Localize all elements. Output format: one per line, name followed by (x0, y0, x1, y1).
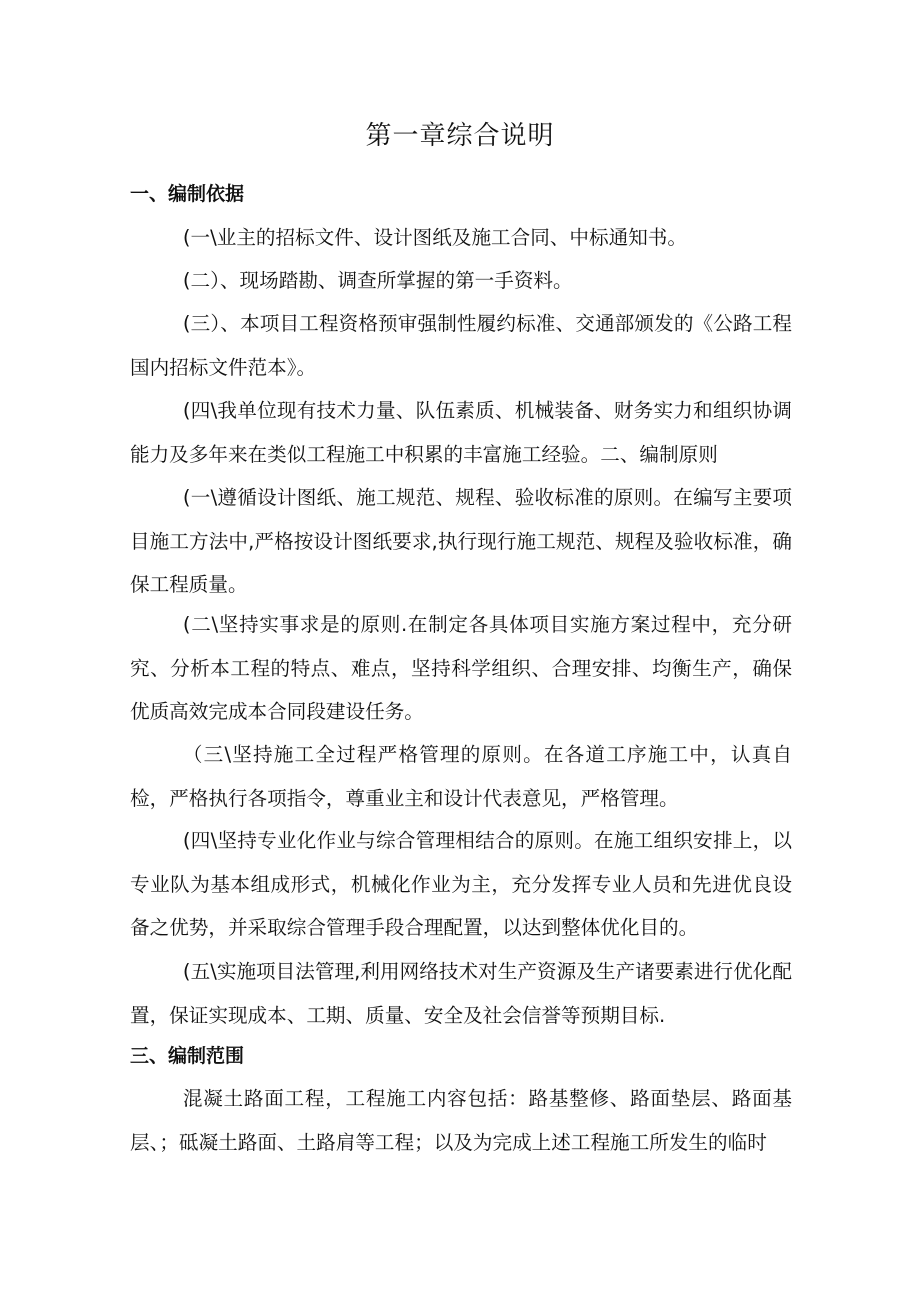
paragraph-scope-1: 混凝土路面工程，工程施工内容包括：路基整修、路面垫层、路面基层、；砥凝土路面、土路肩等工程；以及为完成上述工程施工所发生的临时 (130, 1087, 792, 1154)
paragraph-basis-4: (四\我单位现有技术力量、队伍素质、机械装备、财务实力和组织协调能力及多年来在类似工程施工中积累的丰富施工经验。二、编制原则 (130, 399, 792, 466)
paragraph-basis-3: (三）、本项目工程资格预审强制性履约标准、交通部颁发的《公路工程国内招标文件范本》。 (130, 312, 792, 379)
paragraph-principle-5: (五\实施项目法管理,利用网络技术对生产资源及生产诸要素进行优化配置，保证实现成本、工期、质量、安全及社会信誉等预期目标. (130, 960, 792, 1027)
chapter-title: 第一章综合说明 (365, 121, 555, 151)
paragraph-basis-2: (二）、现场踏勘、调查所掌握的第一手资料。 (182, 269, 573, 292)
paragraph-basis-1: (一\业主的招标文件、设计图纸及施工合同、中标通知书。 (182, 226, 687, 249)
section-heading-basis: 一、编制依据 (130, 183, 245, 205)
paragraph-principle-4: (四\坚持专业化作业与综合管理相结合的原则。在施工组织安排上，以专业队为基本组成形式，机械化作业为主，充分发挥专业人员和先进优良设备之优势，并采取综合管理手段合理配置，以达到整体优化目的。 (130, 829, 792, 939)
paragraph-principle-2: (二\坚持实事求是的原则.在制定各具体项目实施方案过程中，充分研究、分析本工程的特点、难点，坚持科学组织、合理安排、均衡生产，确保优质高效完成本合同段建设任务。 (130, 613, 792, 723)
paragraph-principle-1: (一\遵循设计图纸、施工规范、规程、验收标准的原则。在编写主要项目施工方法中,严格按设计图纸要求,执行现行施工规范、规程及验收标准，确保工程质量。 (130, 486, 792, 596)
section-heading-scope: 三、编制范围 (130, 1045, 245, 1067)
paragraph-principle-3: （三\坚持施工全过程严格管理的原则。在各道工序施工中，认真自检，严格执行各项指令，尊重业主和设计代表意见，严格管理。 (130, 743, 792, 810)
